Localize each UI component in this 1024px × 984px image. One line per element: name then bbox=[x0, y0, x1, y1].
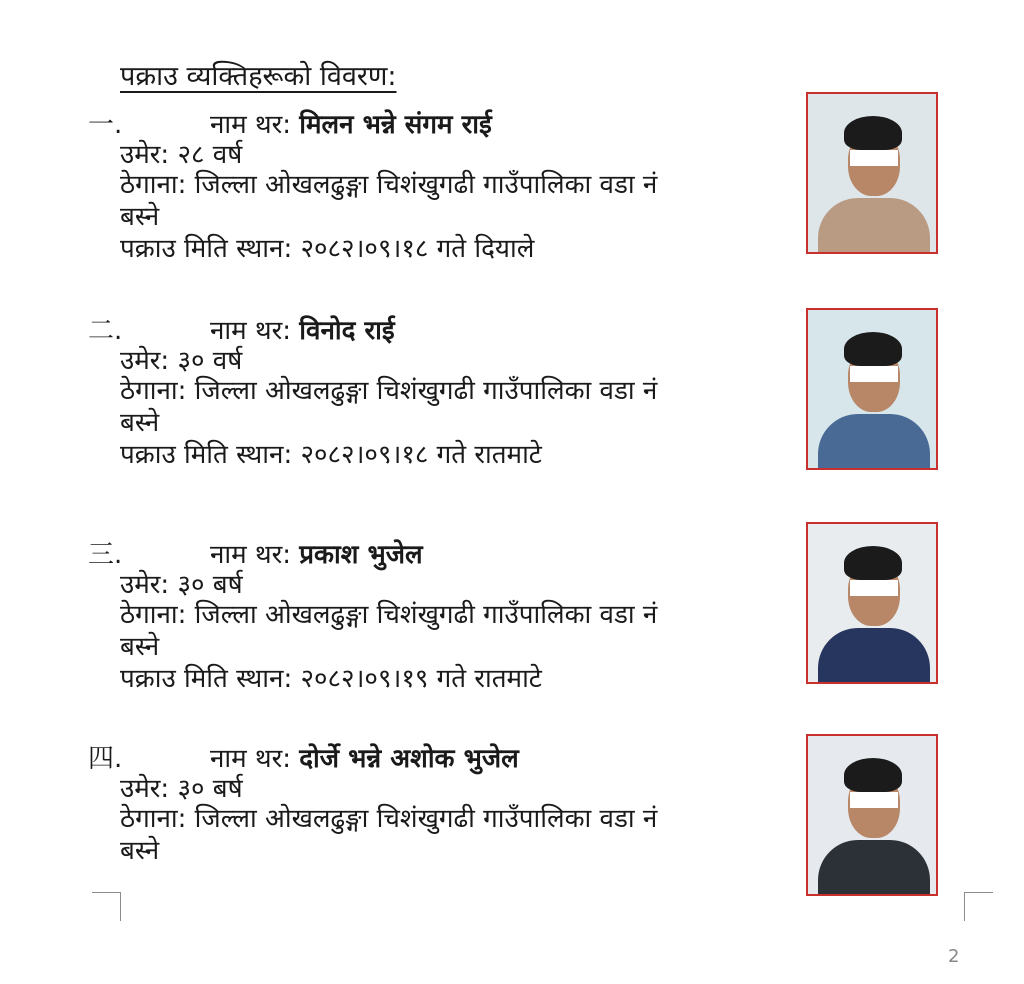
address-line bbox=[120, 598, 657, 632]
arrest-label: पक्राउ मिति स्थान: bbox=[120, 664, 301, 694]
name-value: प्रकाश भुजेल bbox=[299, 540, 423, 570]
arrestee-photo bbox=[806, 92, 938, 254]
name-label: नाम थर: bbox=[210, 540, 300, 570]
name-line bbox=[210, 108, 492, 142]
age-value: ३० बर्ष bbox=[177, 570, 243, 600]
age-line bbox=[120, 568, 243, 602]
entry-marker: 二. bbox=[88, 316, 123, 346]
arrest-label: पक्राउ मिति स्थान: bbox=[120, 440, 301, 470]
address-value: जिल्ला ओखलढुङ्गा चिशंखुगढी गाउँपालिका वडा नं bbox=[194, 170, 658, 200]
age-label: उमेर: bbox=[120, 140, 178, 170]
age-label: उमेर: bbox=[120, 570, 178, 600]
address-line bbox=[120, 802, 657, 836]
photo-hair bbox=[844, 546, 902, 580]
arrest-value: २०८२।०९।१८ गते रातमाटे bbox=[300, 440, 542, 470]
address-clip bbox=[120, 802, 808, 836]
age-label: उमेर: bbox=[120, 774, 178, 804]
face-blur-bar bbox=[850, 580, 898, 596]
arrest-line bbox=[120, 438, 542, 472]
age-value: ३० वर्ष bbox=[177, 346, 243, 376]
address-line bbox=[120, 168, 657, 202]
name-label: नाम थर: bbox=[210, 316, 300, 346]
arrest-value: २०८२।०९।१९ गते रातमाटे bbox=[300, 664, 542, 694]
name-label: नाम थर: bbox=[210, 110, 300, 140]
arrestee-photo bbox=[806, 308, 938, 470]
entry-marker: 一. bbox=[88, 110, 123, 140]
address-label: ठेगाना: bbox=[120, 804, 195, 834]
photo-clothing bbox=[818, 198, 930, 254]
arrest-line bbox=[120, 232, 534, 266]
address-continuation: बस्ने bbox=[120, 632, 160, 662]
margin-corner-mark bbox=[92, 892, 121, 921]
address-value: जिल्ला ओखलढुङ्गा चिशंखुगढी गाउँपालिका वडा नं bbox=[194, 376, 658, 406]
arrestee-photo bbox=[806, 734, 938, 896]
address-label: ठेगाना: bbox=[120, 376, 195, 406]
photo-hair bbox=[844, 758, 902, 792]
address-clip bbox=[120, 168, 808, 202]
age-value: २८ वर्ष bbox=[177, 140, 243, 170]
photo-clothing bbox=[818, 414, 930, 470]
arrestee-photo bbox=[806, 522, 938, 684]
address-label: ठेगाना: bbox=[120, 170, 195, 200]
entry-marker: 四. bbox=[88, 744, 123, 774]
age-value: ३० बर्ष bbox=[177, 774, 243, 804]
name-line bbox=[210, 538, 423, 572]
address-value: जिल्ला ओखलढुङ्गा चिशंखुगढी गाउँपालिका वडा नं bbox=[194, 804, 658, 834]
page-number: 2 bbox=[948, 946, 960, 967]
photo-clothing bbox=[818, 628, 930, 684]
address-clip bbox=[120, 598, 808, 632]
address-continuation: बस्ने bbox=[120, 202, 160, 232]
margin-corner-mark bbox=[964, 892, 993, 921]
name-value: दोर्जे भन्ने अशोक भुजेल bbox=[299, 744, 519, 774]
arrest-value: २०८२।०९।१८ गते दियाले bbox=[300, 234, 535, 264]
address-value: जिल्ला ओखलढुङ्गा चिशंखुगढी गाउँपालिका वडा नं bbox=[194, 600, 658, 630]
age-label: उमेर: bbox=[120, 346, 178, 376]
age-line bbox=[120, 138, 242, 172]
arrest-label: पक्राउ मिति स्थान: bbox=[120, 234, 301, 264]
photo-hair bbox=[844, 116, 902, 150]
name-value: विनोद राई bbox=[299, 316, 395, 346]
address-label: ठेगाना: bbox=[120, 600, 195, 630]
face-blur-bar bbox=[850, 366, 898, 382]
address-continuation: बस्ने bbox=[120, 408, 160, 438]
address-continuation: बस्ने bbox=[120, 836, 160, 866]
name-label: नाम थर: bbox=[210, 744, 300, 774]
address-line bbox=[120, 374, 657, 408]
entry-marker: 三. bbox=[88, 540, 123, 570]
name-value: मिलन भन्ने संगम राई bbox=[299, 110, 492, 140]
page-title: पक्राउ व्यक्तिहरूको विवरण: bbox=[120, 61, 397, 92]
face-blur-bar bbox=[850, 150, 898, 166]
photo-clothing bbox=[818, 840, 930, 896]
name-line bbox=[210, 314, 395, 348]
face-blur-bar bbox=[850, 792, 898, 808]
age-line bbox=[120, 344, 242, 378]
age-line bbox=[120, 772, 243, 806]
arrest-line bbox=[120, 662, 542, 696]
name-line bbox=[210, 742, 519, 776]
address-clip bbox=[120, 374, 808, 408]
photo-hair bbox=[844, 332, 902, 366]
